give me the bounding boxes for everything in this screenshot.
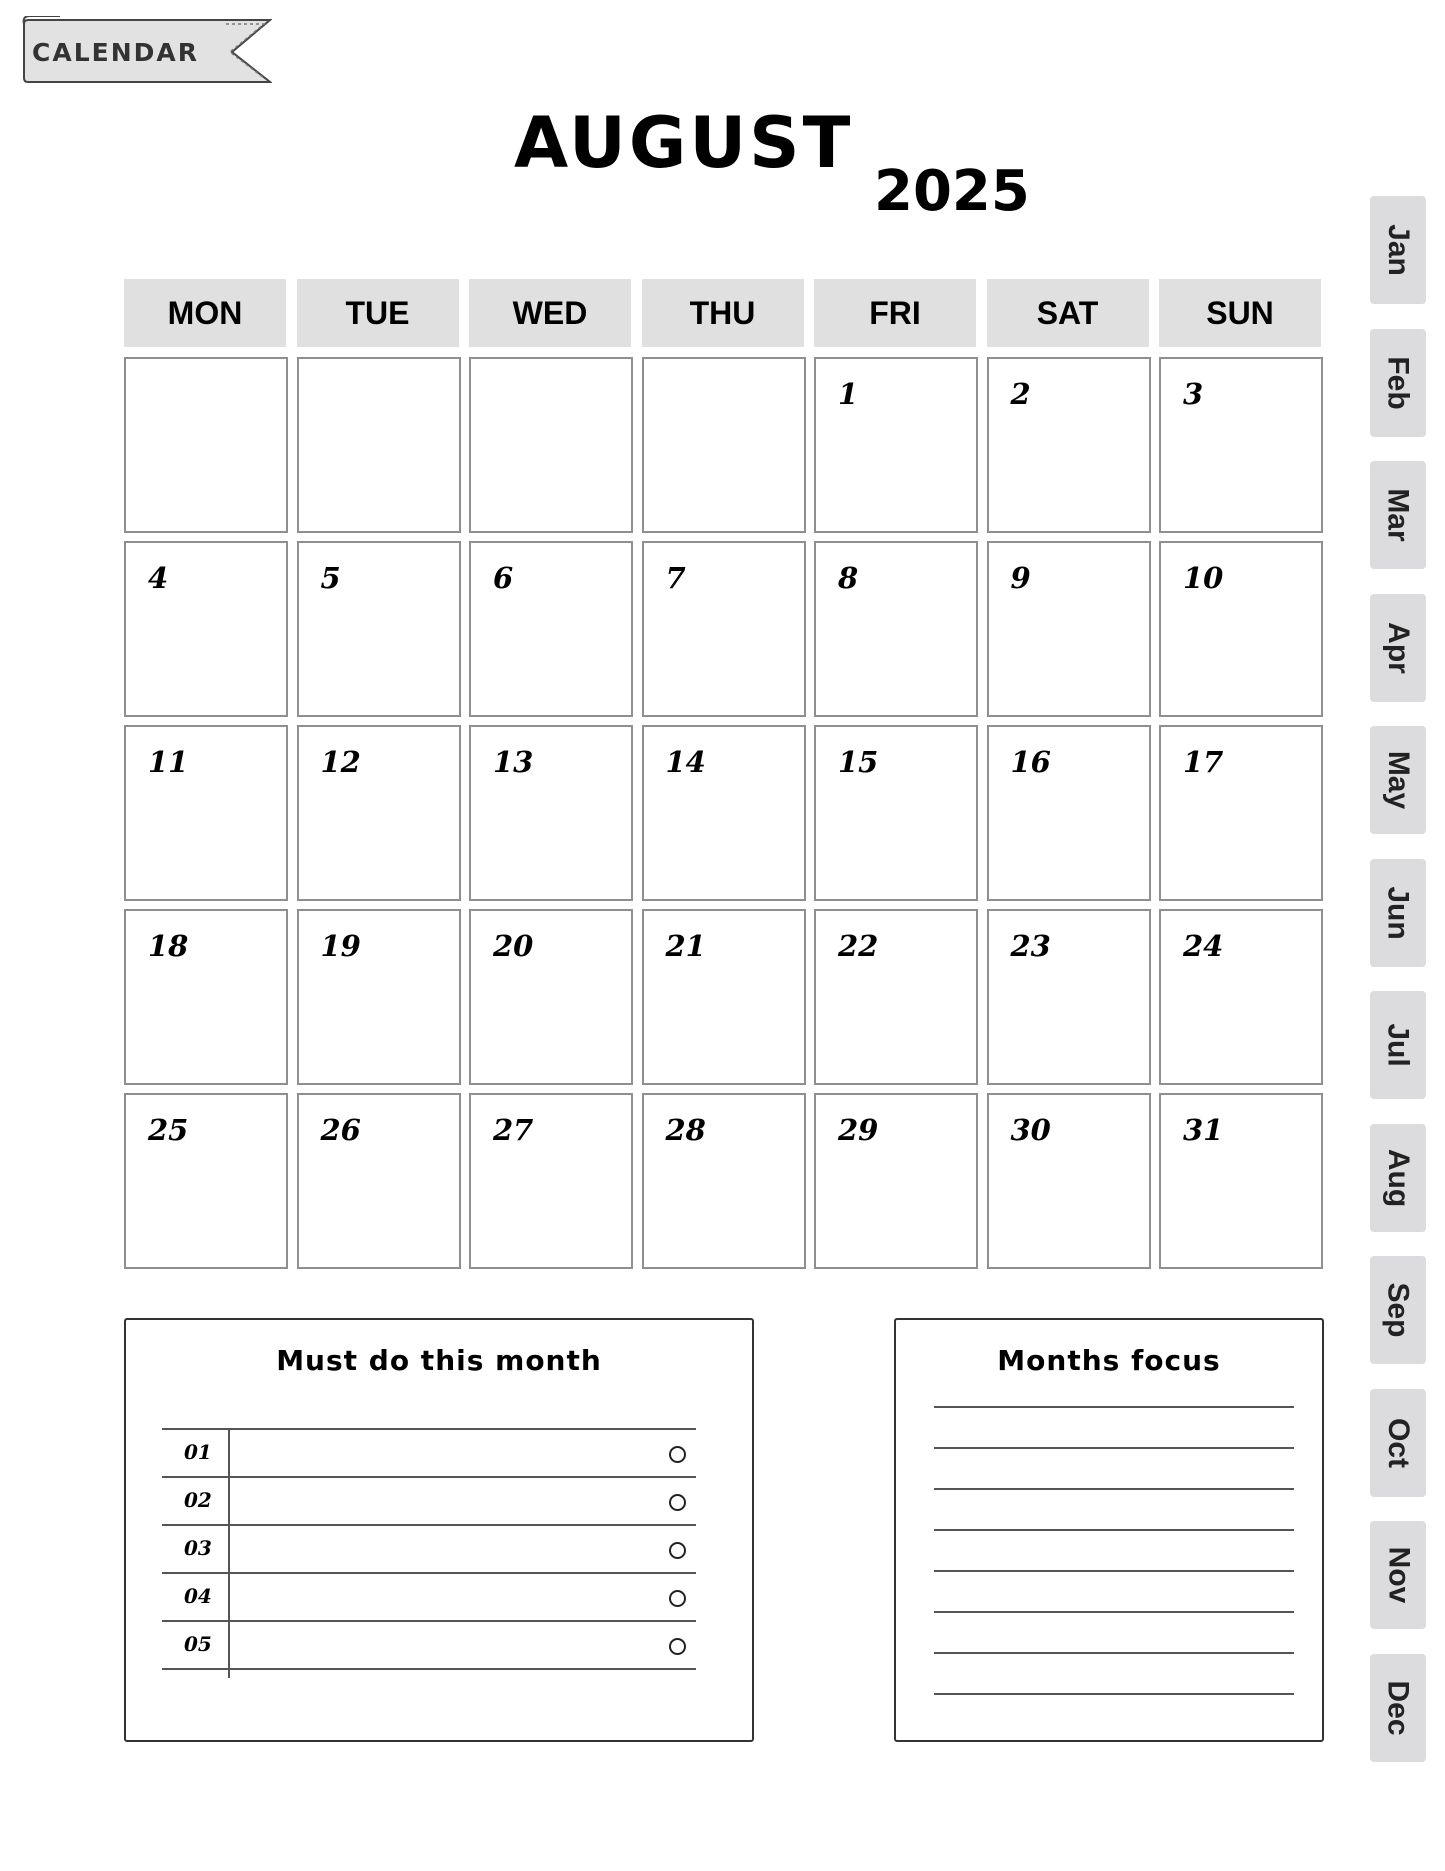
todo-number: 03 bbox=[184, 1536, 212, 1560]
weekday-fri: FRI bbox=[814, 279, 976, 347]
day-number: 8 bbox=[838, 561, 859, 595]
day-cell[interactable] bbox=[124, 541, 288, 717]
day-number: 17 bbox=[1183, 745, 1224, 779]
year-title: 2025 bbox=[874, 159, 1030, 224]
month-tab-mar[interactable] bbox=[1370, 461, 1426, 569]
day-number: 15 bbox=[838, 745, 879, 779]
day-number: 31 bbox=[1183, 1113, 1224, 1147]
focus-writing-line[interactable] bbox=[934, 1570, 1294, 1572]
day-cell[interactable] bbox=[814, 1093, 978, 1269]
todo-number: 02 bbox=[184, 1488, 212, 1512]
month-tab-label: Dec bbox=[1381, 1679, 1415, 1736]
empty-day-cell[interactable] bbox=[297, 357, 461, 533]
day-number: 1 bbox=[838, 377, 859, 411]
day-cell[interactable] bbox=[124, 1093, 288, 1269]
must-do-title: Must do this month bbox=[276, 1344, 602, 1377]
day-cell[interactable] bbox=[1159, 357, 1323, 533]
day-number: 22 bbox=[838, 929, 879, 963]
day-number: 30 bbox=[1010, 1113, 1051, 1147]
day-cell[interactable] bbox=[642, 725, 806, 901]
day-number: 19 bbox=[320, 929, 361, 963]
day-cell[interactable] bbox=[987, 1093, 1151, 1269]
month-title: AUGUST bbox=[514, 102, 854, 184]
circle-checkbox-icon[interactable] bbox=[669, 1638, 686, 1655]
focus-writing-line[interactable] bbox=[934, 1611, 1294, 1613]
day-cell[interactable] bbox=[814, 357, 978, 533]
circle-checkbox-icon[interactable] bbox=[669, 1494, 686, 1511]
todo-item[interactable] bbox=[162, 1574, 696, 1620]
month-tab-label: Jun bbox=[1382, 885, 1415, 940]
month-tab-label: Mar bbox=[1381, 488, 1415, 542]
focus-writing-line[interactable] bbox=[934, 1447, 1294, 1449]
month-tab-label: Feb bbox=[1382, 355, 1415, 410]
day-cell[interactable] bbox=[1159, 541, 1323, 717]
focus-writing-line[interactable] bbox=[934, 1693, 1294, 1695]
month-tab-oct[interactable] bbox=[1370, 1389, 1426, 1497]
day-number: 6 bbox=[493, 561, 514, 595]
banner-label: CALENDAR bbox=[32, 38, 199, 67]
day-cell[interactable] bbox=[987, 909, 1151, 1085]
day-cell[interactable] bbox=[297, 541, 461, 717]
day-cell[interactable] bbox=[1159, 1093, 1323, 1269]
weekday-tue: TUE bbox=[297, 279, 459, 347]
empty-day-cell[interactable] bbox=[642, 357, 806, 533]
day-number: 3 bbox=[1183, 377, 1204, 411]
day-cell[interactable] bbox=[469, 725, 633, 901]
empty-day-cell[interactable] bbox=[469, 357, 633, 533]
month-tab-label: Oct bbox=[1381, 1417, 1415, 1468]
day-number: 11 bbox=[148, 745, 189, 779]
day-number: 13 bbox=[493, 745, 534, 779]
month-tab-jun[interactable] bbox=[1370, 859, 1426, 967]
day-cell[interactable] bbox=[814, 909, 978, 1085]
month-tab-jul[interactable] bbox=[1370, 991, 1426, 1099]
month-tab-label: Jan bbox=[1381, 224, 1415, 276]
day-number: 14 bbox=[665, 745, 706, 779]
circle-checkbox-icon[interactable] bbox=[669, 1590, 686, 1607]
month-tab-may[interactable] bbox=[1370, 726, 1426, 834]
day-cell[interactable] bbox=[814, 725, 978, 901]
day-cell[interactable] bbox=[469, 909, 633, 1085]
day-number: 23 bbox=[1010, 929, 1051, 963]
day-number: 28 bbox=[665, 1113, 706, 1147]
empty-day-cell[interactable] bbox=[124, 357, 288, 533]
circle-checkbox-icon[interactable] bbox=[669, 1542, 686, 1559]
day-number: 7 bbox=[665, 561, 686, 595]
month-tab-sep[interactable] bbox=[1370, 1256, 1426, 1364]
todo-number: 01 bbox=[184, 1440, 212, 1464]
day-number: 16 bbox=[1010, 745, 1051, 779]
months-focus-box bbox=[894, 1318, 1324, 1742]
day-cell[interactable] bbox=[814, 541, 978, 717]
todo-item[interactable] bbox=[162, 1478, 696, 1524]
focus-writing-line[interactable] bbox=[934, 1529, 1294, 1531]
month-tab-aug[interactable] bbox=[1370, 1124, 1426, 1232]
todo-number: 04 bbox=[184, 1584, 212, 1608]
day-number: 18 bbox=[148, 929, 189, 963]
month-tab-label: Jul bbox=[1381, 1023, 1415, 1067]
todo-rule bbox=[162, 1668, 696, 1670]
day-cell[interactable] bbox=[987, 725, 1151, 901]
months-focus-title: Months focus bbox=[997, 1344, 1221, 1377]
month-tab-label: Apr bbox=[1381, 621, 1415, 674]
day-number: 2 bbox=[1010, 377, 1031, 411]
calendar-banner bbox=[20, 16, 272, 88]
weekday-wed: WED bbox=[469, 279, 631, 347]
day-cell[interactable] bbox=[1159, 725, 1323, 901]
month-tab-label: Aug bbox=[1382, 1148, 1416, 1207]
day-cell[interactable] bbox=[642, 909, 806, 1085]
day-cell[interactable] bbox=[987, 357, 1151, 533]
day-number: 9 bbox=[1010, 561, 1031, 595]
weekday-sun: SUN bbox=[1159, 279, 1321, 347]
todo-item[interactable] bbox=[162, 1430, 696, 1476]
month-tab-apr[interactable] bbox=[1370, 594, 1426, 702]
focus-writing-line[interactable] bbox=[934, 1488, 1294, 1490]
month-tab-dec[interactable] bbox=[1370, 1654, 1426, 1762]
must-do-box bbox=[124, 1318, 754, 1742]
day-number: 12 bbox=[320, 745, 361, 779]
day-cell[interactable] bbox=[469, 541, 633, 717]
day-cell[interactable] bbox=[124, 725, 288, 901]
day-cell[interactable] bbox=[1159, 909, 1323, 1085]
day-cell[interactable] bbox=[124, 909, 288, 1085]
weekday-mon: MON bbox=[124, 279, 286, 347]
day-number: 20 bbox=[493, 929, 534, 963]
day-number: 26 bbox=[320, 1113, 361, 1147]
day-cell[interactable] bbox=[642, 541, 806, 717]
focus-writing-line[interactable] bbox=[934, 1406, 1294, 1408]
day-cell[interactable] bbox=[469, 1093, 633, 1269]
month-tab-label: Sep bbox=[1382, 1282, 1415, 1338]
day-cell[interactable] bbox=[297, 1093, 461, 1269]
day-number: 24 bbox=[1183, 929, 1224, 963]
day-cell[interactable] bbox=[642, 1093, 806, 1269]
todo-item[interactable] bbox=[162, 1622, 696, 1668]
day-cell[interactable] bbox=[987, 541, 1151, 717]
day-number: 10 bbox=[1183, 561, 1224, 595]
todo-item[interactable] bbox=[162, 1526, 696, 1572]
day-cell[interactable] bbox=[297, 725, 461, 901]
day-number: 4 bbox=[148, 561, 169, 595]
day-number: 25 bbox=[148, 1113, 189, 1147]
todo-number: 05 bbox=[184, 1632, 212, 1656]
month-tab-nov[interactable] bbox=[1370, 1521, 1426, 1629]
month-tab-label: Nov bbox=[1382, 1546, 1415, 1604]
day-number: 21 bbox=[665, 929, 706, 963]
circle-checkbox-icon[interactable] bbox=[669, 1446, 686, 1463]
month-tab-feb[interactable] bbox=[1370, 329, 1426, 437]
focus-writing-line[interactable] bbox=[934, 1652, 1294, 1654]
day-number: 5 bbox=[320, 561, 341, 595]
month-tab-jan[interactable] bbox=[1370, 196, 1426, 304]
weekday-sat: SAT bbox=[987, 279, 1149, 347]
day-number: 29 bbox=[838, 1113, 879, 1147]
weekday-thu: THU bbox=[642, 279, 804, 347]
day-number: 27 bbox=[493, 1113, 534, 1147]
day-cell[interactable] bbox=[297, 909, 461, 1085]
month-tab-label: May bbox=[1382, 750, 1416, 810]
